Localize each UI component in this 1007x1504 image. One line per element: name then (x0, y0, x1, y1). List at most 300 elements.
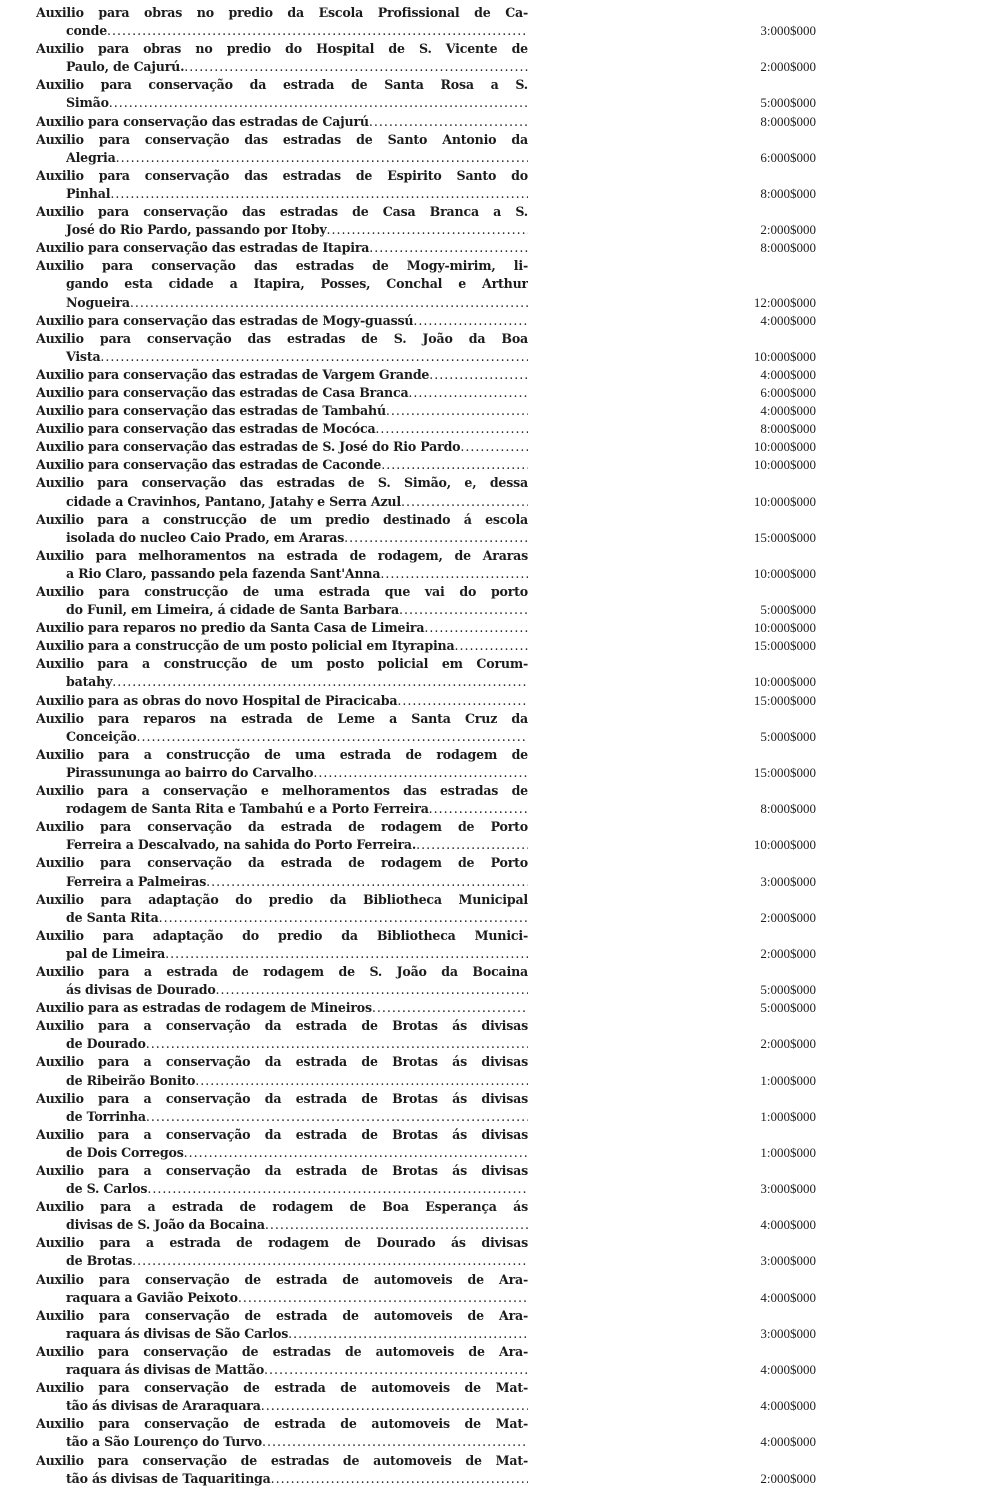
entry-description (36, 1017, 528, 1053)
description-text: Auxilio para conservação das estradas de S. José do Rio Pardo (36, 439, 461, 455)
description-line (36, 1343, 528, 1361)
list-item (36, 384, 816, 402)
description-text: Auxilio para a conservação da estrada de Brotas ás divisas (36, 1126, 528, 1142)
dot-leader (369, 113, 528, 131)
description-line (36, 1397, 528, 1415)
dot-leader (386, 402, 528, 420)
entry-amount: 5:000$000 (760, 95, 816, 111)
entry-amount: 3:000$000 (760, 23, 816, 39)
entry-amount: 2:000$000 (760, 945, 816, 961)
dot-leader (195, 1072, 528, 1090)
description-text: Auxilio para conservação de estrada de automoveis de Mat- (36, 1416, 528, 1432)
entry-description (36, 131, 528, 167)
description-line (36, 1198, 528, 1216)
list-item (36, 312, 816, 330)
description-text: Auxilio para a estrada de rodagem de S. João da Bocaina (36, 963, 528, 979)
description-text: do Funil, em Limeira, á cidade de Santa Barbara (66, 602, 399, 618)
entry-description (36, 474, 528, 510)
entry-description (36, 619, 528, 637)
description-line (36, 185, 528, 203)
entry-amount: 15:000$000 (753, 638, 816, 654)
dot-leader (429, 366, 528, 384)
description-line (36, 1361, 528, 1379)
description-text: tão a São Lourenço do Turvo (66, 1434, 262, 1450)
description-text: raquara ás divisas de São Carlos (66, 1325, 289, 1341)
description-line (36, 384, 528, 402)
entry-amount: 4:000$000 (760, 1217, 816, 1233)
dot-leader (413, 312, 528, 330)
description-text: tão ás divisas de Araraquara (66, 1398, 261, 1414)
dot-leader (399, 601, 528, 619)
entry-amount: 1:000$000 (760, 1144, 816, 1160)
entry-amount: 10:000$000 (753, 837, 816, 853)
description-line (36, 312, 528, 330)
list-item (36, 113, 816, 131)
list-item (36, 963, 816, 999)
description-line (36, 94, 528, 112)
description-text: Auxilio para conservação das estradas de Mogy-guassú (36, 312, 414, 328)
description-text: Auxilio para a conservação da estrada de Brotas ás divisas (36, 1054, 528, 1070)
description-text: José do Rio Pardo, passando por Itoby (66, 222, 327, 238)
dot-leader (344, 529, 528, 547)
dot-leader (116, 149, 528, 167)
list-item (36, 637, 816, 655)
list-item (36, 547, 816, 583)
description-line (36, 113, 528, 131)
list-item (36, 782, 816, 818)
dot-leader (372, 999, 528, 1017)
dot-leader (265, 1216, 528, 1234)
description-line (36, 1108, 528, 1126)
description-line (36, 673, 528, 691)
description-line (36, 167, 528, 185)
description-text: conde (66, 23, 108, 39)
description-text: Pinhal (66, 185, 111, 201)
entry-description (36, 1379, 528, 1415)
description-line (36, 1162, 528, 1180)
entry-amount: 3:000$000 (760, 873, 816, 889)
description-text: Auxilio para as obras do novo Hospital de Piracicaba (36, 692, 398, 708)
list-item (36, 927, 816, 963)
entry-description (36, 402, 528, 420)
dot-leader (165, 945, 528, 963)
description-line (36, 818, 528, 836)
description-line (36, 963, 528, 981)
entry-amount: 6:000$000 (760, 149, 816, 165)
dot-leader (369, 239, 528, 257)
description-text: Auxilio para conservação de estrada de automoveis de Ara- (36, 1307, 528, 1323)
description-line (36, 511, 528, 529)
description-text: a Rio Claro, passando pela fazenda Sant'Anna (66, 565, 381, 581)
description-text: Auxilio para a construcção de uma estrada de rodagem de (36, 746, 528, 762)
description-text: Auxilio para obras no predio da Escola Profissional de Ca- (36, 5, 528, 20)
list-item (36, 420, 816, 438)
dot-leader (110, 185, 528, 203)
list-item (36, 891, 816, 927)
description-text: cidade a Cravinhos, Pantano, Jatahy e Serra Azul (66, 493, 401, 509)
dot-leader (380, 565, 528, 583)
entry-amount: 1:000$000 (760, 1108, 816, 1124)
description-line (36, 927, 528, 945)
dot-leader (146, 1035, 528, 1053)
description-line (36, 22, 528, 40)
description-text: de Brotas (66, 1253, 133, 1269)
description-line (36, 438, 528, 456)
entry-amount: 2:000$000 (760, 1470, 816, 1486)
description-text: Auxilio para construcção de uma estrada que vai do porto (36, 584, 528, 599)
description-text: de Santa Rita (66, 909, 159, 925)
description-line (36, 1470, 528, 1488)
description-line (36, 565, 528, 583)
dot-leader (107, 22, 528, 40)
description-text: Simão (66, 95, 109, 111)
description-line (36, 203, 528, 221)
description-line (36, 1035, 528, 1053)
entry-description (36, 1452, 528, 1488)
description-text: Auxilio para conservação das estradas de Mogy-mirim, li- (36, 258, 528, 274)
description-text: Auxilio para conservação das estradas de Caconde (36, 457, 382, 473)
description-line (36, 402, 528, 420)
entry-amount: 2:000$000 (760, 909, 816, 925)
dot-leader (112, 673, 528, 691)
description-text: de S. Carlos (66, 1181, 148, 1197)
description-text: Auxilio para as estradas de rodagem de Mineiros (36, 1000, 372, 1016)
entry-amount: 4:000$000 (760, 403, 816, 419)
entry-amount: 3:000$000 (760, 1325, 816, 1341)
entry-description (36, 1162, 528, 1198)
dot-leader (261, 1397, 528, 1415)
description-line (36, 294, 528, 312)
description-text: Auxilio para conservação das estradas de Itapira (36, 240, 370, 256)
description-line (36, 76, 528, 94)
entry-amount: 5:000$000 (760, 1000, 816, 1016)
description-text: de Ribeirão Bonito (66, 1072, 196, 1088)
list-item (36, 1452, 816, 1488)
entry-description (36, 384, 528, 402)
description-text: Auxilio para adaptação do predio da Bibliotheca Munici- (36, 927, 528, 943)
list-item (36, 999, 816, 1017)
dot-leader (313, 764, 528, 782)
dot-leader (184, 58, 528, 76)
description-text: Auxilio para conservação das estradas de Tambahú (36, 403, 386, 419)
list-item (36, 366, 816, 384)
description-line (36, 4, 528, 22)
entry-amount: 8:000$000 (760, 113, 816, 129)
description-line (36, 420, 528, 438)
description-line (36, 1126, 528, 1144)
entry-amount: 15:000$000 (753, 764, 816, 780)
description-line (36, 547, 528, 565)
description-line (36, 909, 528, 927)
entry-amount: 8:000$000 (760, 421, 816, 437)
description-text: Nogueira (66, 294, 130, 310)
entry-amount: 15:000$000 (753, 529, 816, 545)
description-text: de Dourado (66, 1036, 146, 1052)
description-text: batahy (66, 674, 113, 690)
dot-leader (424, 619, 528, 637)
dot-leader (460, 438, 528, 456)
entry-amount: 1:000$000 (760, 1072, 816, 1088)
entry-description (36, 891, 528, 927)
entry-amount: 4:000$000 (760, 312, 816, 328)
description-text: Auxilio para a conservação da estrada de Brotas ás divisas (36, 1090, 528, 1106)
description-text: Pirassununga ao bairro do Carvalho (66, 764, 314, 780)
entry-amount: 4:000$000 (760, 1362, 816, 1378)
dot-leader (408, 384, 528, 402)
description-line (36, 1433, 528, 1451)
description-line (36, 366, 528, 384)
description-text: Auxilio para reparos no predio da Santa Casa de Limeira (36, 620, 425, 636)
dot-leader (264, 1361, 528, 1379)
dot-leader (454, 637, 528, 655)
entry-description (36, 1198, 528, 1234)
entry-description (36, 963, 528, 999)
entry-amount: 12:000$000 (753, 294, 816, 310)
entry-amount: 10:000$000 (753, 493, 816, 509)
list-item (36, 1162, 816, 1198)
list-item (36, 583, 816, 619)
description-line (36, 601, 528, 619)
list-item (36, 1017, 816, 1053)
description-line (36, 981, 528, 999)
description-line (36, 40, 528, 58)
description-line (36, 782, 528, 800)
entry-description (36, 366, 528, 384)
dot-leader (401, 493, 528, 511)
description-text: pal de Limeira (66, 945, 166, 961)
entry-description (36, 1234, 528, 1270)
description-text: Auxilio para conservação das estradas de S. Simão, e, dessa (36, 475, 528, 491)
entry-description (36, 1271, 528, 1307)
description-line (36, 493, 528, 511)
description-text: Vista (66, 348, 101, 364)
entry-description (36, 203, 528, 239)
entry-amount: 3:000$000 (760, 1181, 816, 1197)
description-text: Auxilio para a conservação e melhoramentos das estradas de (36, 783, 528, 799)
list-item (36, 1090, 816, 1126)
entry-amount: 6:000$000 (760, 384, 816, 400)
entry-amount: 4:000$000 (760, 1434, 816, 1450)
list-item (36, 511, 816, 547)
entry-description (36, 113, 528, 131)
description-text: raquara ás divisas de Mattão (66, 1362, 265, 1378)
description-text: Auxilio para reparos na estrada de Leme a Santa Cruz da (36, 710, 528, 726)
description-line (36, 1090, 528, 1108)
description-line (36, 348, 528, 366)
dot-leader (375, 420, 528, 438)
dot-leader (262, 1433, 528, 1451)
entry-description (36, 547, 528, 583)
list-item (36, 456, 816, 474)
dot-leader (136, 728, 528, 746)
entry-description (36, 511, 528, 547)
entry-description (36, 312, 528, 330)
description-text: Auxilio para a construcção de um posto policial em Ityrapina (36, 638, 455, 654)
entry-amount: 2:000$000 (760, 1036, 816, 1052)
list-item (36, 330, 816, 366)
description-text: Auxilio para conservação da estrada de rodagem de Porto (36, 819, 528, 835)
dot-leader (397, 692, 528, 710)
description-text: Auxilio para conservação das estradas de S. João da Boa (36, 330, 528, 346)
entry-description (36, 927, 528, 963)
dot-leader (100, 348, 528, 366)
entry-amount: 10:000$000 (753, 565, 816, 581)
list-item (36, 40, 816, 76)
list-item (36, 257, 816, 311)
entry-amount: 15:000$000 (753, 692, 816, 708)
dot-leader (184, 1144, 528, 1162)
entry-description (36, 330, 528, 366)
description-line (36, 746, 528, 764)
list-item (36, 1271, 816, 1307)
list-item (36, 692, 816, 710)
entry-amount: 5:000$000 (760, 982, 816, 998)
description-line (36, 149, 528, 167)
entry-description (36, 167, 528, 203)
dot-leader (416, 836, 528, 854)
description-text: gando esta cidade a Itapira, Posses, Conchal e Arthur (66, 276, 528, 292)
description-line (36, 836, 528, 854)
entry-amount: 4:000$000 (760, 1289, 816, 1305)
entry-amount: 4:000$000 (760, 1398, 816, 1414)
description-line (36, 275, 528, 293)
list-item (36, 1343, 816, 1379)
entry-description (36, 1307, 528, 1343)
description-line (36, 1271, 528, 1289)
description-line (36, 1234, 528, 1252)
entry-description (36, 420, 528, 438)
list-item (36, 1307, 816, 1343)
dot-leader (429, 800, 528, 818)
description-line (36, 330, 528, 348)
entry-amount: 5:000$000 (760, 602, 816, 618)
description-text: Auxilio para a conservação da estrada de Brotas ás divisas (36, 1018, 528, 1034)
entry-description (36, 438, 528, 456)
description-text: Paulo, de Cajurú. (66, 59, 185, 75)
list-item (36, 1415, 816, 1451)
entry-description (36, 854, 528, 890)
description-line (36, 873, 528, 891)
description-line (36, 1307, 528, 1325)
description-text: Auxilio para a estrada de rodagem de Dourado ás divisas (36, 1235, 528, 1251)
description-line (36, 764, 528, 782)
dot-leader (216, 981, 528, 999)
entry-description (36, 999, 528, 1017)
entry-description (36, 456, 528, 474)
description-text: Conceição (66, 728, 137, 744)
description-text: Auxilio para conservação de estrada de automoveis de Mat- (36, 1380, 528, 1396)
description-line (36, 221, 528, 239)
description-line (36, 257, 528, 275)
entry-description (36, 746, 528, 782)
description-line (36, 583, 528, 601)
entry-description (36, 710, 528, 746)
description-text: Alegria (66, 149, 116, 165)
description-text: raquara a Gavião Peixoto (66, 1289, 238, 1305)
entry-description (36, 1090, 528, 1126)
description-line (36, 1252, 528, 1270)
entry-description (36, 692, 528, 710)
description-line (36, 800, 528, 818)
description-text: Auxilio para a estrada de rodagem de Boa Esperança ás (36, 1199, 528, 1215)
list-item (36, 1234, 816, 1270)
description-text: Auxilio para conservação das estradas de Mocóca (36, 421, 376, 437)
list-item (36, 1198, 816, 1234)
dot-leader (159, 909, 528, 927)
description-text: Auxilio para adaptação do predio da Bibliotheca Municipal (36, 891, 528, 907)
description-line (36, 1053, 528, 1071)
description-line (36, 131, 528, 149)
entry-description (36, 1343, 528, 1379)
description-text: rodagem de Santa Rita e Tambahú e a Porto Ferreira (66, 801, 429, 817)
description-text: Auxilio para obras no predio do Hospital de S. Vicente de (36, 41, 528, 57)
entry-amount: 2:000$000 (760, 59, 816, 75)
description-text: Auxilio para conservação da estrada de Santa Rosa a S. (36, 77, 528, 93)
description-text: Auxilio para conservação das estradas de Casa Branca a S. (36, 204, 528, 220)
description-text: de Dois Corregos (66, 1144, 184, 1160)
description-text: isolada do nucleo Caio Prado, em Araras (66, 529, 345, 545)
description-text: tão ás divisas de Taquaritinga (66, 1470, 271, 1486)
list-item (36, 746, 816, 782)
description-line (36, 891, 528, 909)
list-item (36, 76, 816, 112)
list-item (36, 239, 816, 257)
description-line (36, 474, 528, 492)
description-text: Auxilio para conservação das estradas de Espirito Santo do (36, 167, 528, 183)
description-line (36, 655, 528, 673)
entry-description (36, 583, 528, 619)
description-line (36, 1415, 528, 1433)
dot-leader (326, 221, 528, 239)
description-line (36, 619, 528, 637)
list-item (36, 1053, 816, 1089)
description-line (36, 239, 528, 257)
appropriations-list (36, 4, 816, 1488)
list-item (36, 167, 816, 203)
description-text: Ferreira a Descalvado, na sahida do Porto Ferreira. (66, 837, 417, 853)
dot-leader (109, 94, 528, 112)
entry-description (36, 76, 528, 112)
description-text: Auxilio para conservação das estradas de Casa Branca (36, 384, 409, 400)
description-line (36, 945, 528, 963)
description-text: Auxilio para melhoramentos na estrada de rodagem, de Araras (36, 547, 528, 563)
dot-leader (288, 1325, 528, 1343)
entry-description (36, 4, 528, 40)
entry-description (36, 1126, 528, 1162)
description-line (36, 1325, 528, 1343)
list-item (36, 1379, 816, 1415)
description-line (36, 999, 528, 1017)
description-text: Auxilio para a construcção de um posto policial em Corum- (36, 656, 528, 672)
description-text: Auxilio para conservação da estrada de rodagem de Porto (36, 855, 528, 871)
entry-description (36, 655, 528, 691)
entry-amount: 5:000$000 (760, 728, 816, 744)
entry-amount: 10:000$000 (753, 348, 816, 364)
description-text: Auxilio para conservação de estradas de automoveis de Ara- (36, 1343, 528, 1359)
dot-leader (146, 1108, 528, 1126)
list-item (36, 818, 816, 854)
description-line (36, 728, 528, 746)
description-text: Auxilio para a conservação da estrada de Brotas ás divisas (36, 1163, 528, 1178)
list-item (36, 203, 816, 239)
entry-description (36, 1053, 528, 1089)
entry-amount: 8:000$000 (760, 801, 816, 817)
description-text: divisas de S. João da Bocaina (66, 1217, 265, 1233)
list-item (36, 1126, 816, 1162)
dot-leader (271, 1470, 528, 1488)
description-line (36, 1289, 528, 1307)
description-line (36, 1452, 528, 1470)
